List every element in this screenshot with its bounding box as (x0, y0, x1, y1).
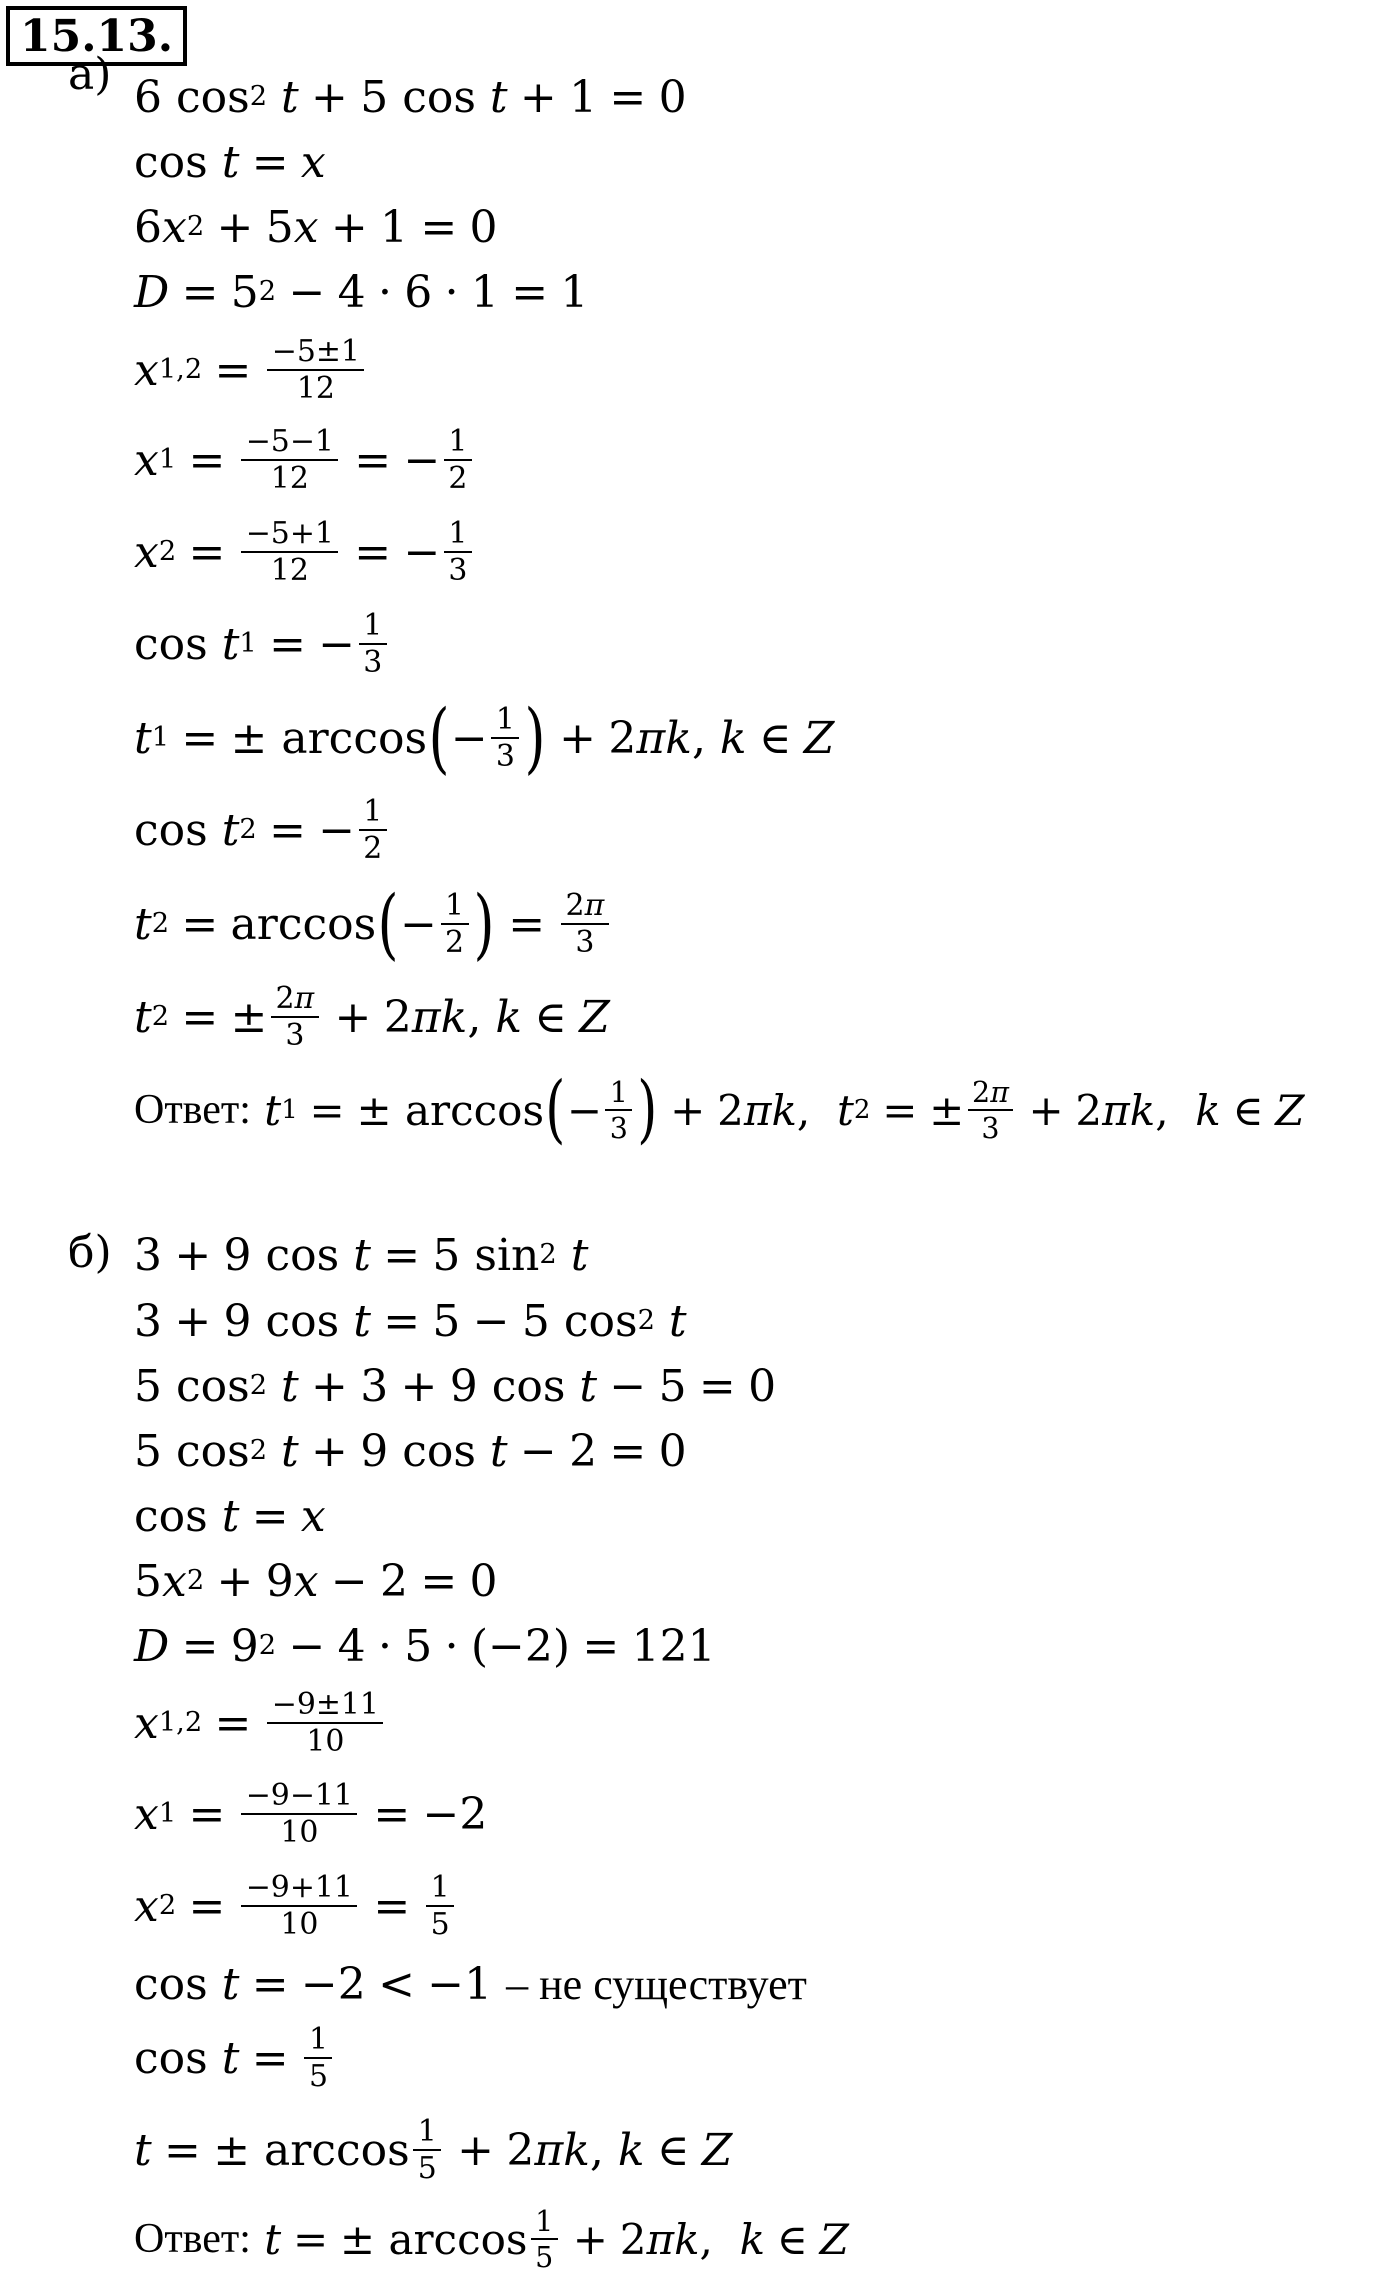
line-a-7: x 2 = $\frac{-5+1}{12}$ = − $\frac{1}{3}$ (134, 512, 476, 592)
line-a-8: cos t 1 = − $\frac{1}{3}$ (134, 604, 390, 684)
line-b-2: 3 + 9 cos t = 5 − 5 cos 2 t (134, 1295, 687, 1347)
line-b-9: x 1 = $\frac{-9-11}{10}$ = −2 (134, 1777, 488, 1850)
part-a-label: а) (68, 49, 112, 100)
part-b-label: б) (68, 1227, 112, 1278)
line-a-9: t 1 = ± arccos ( − $\frac{1}{3}$ ) + 2 πk , k ∈ Z (134, 693, 835, 783)
line-a-3: 6 x 2 + 5 x + 1 = 0 (134, 201, 498, 253)
line-a-6: x 1 = $\frac{-5-1}{12}$ = − $\frac{1}{2}$ (134, 420, 476, 500)
line-b-12: cos t = $\frac{1}{5}$ (134, 2018, 336, 2098)
line-b-4: 5 cos 2 t + 9 cos t − 2 = 0 (134, 1425, 687, 1477)
answer-a: Ответ: t 1 = ± arccos ( − $\frac{1}{3}$ ) + 2 πk , t 2 = ± $\frac{2\pi}{3}$ + 2 πk , k ∈ Z (134, 1067, 1305, 1153)
line-b-10: x 2 = $\frac{-9+11}{10}$ = $\frac{1}{5}$ (134, 1866, 458, 1946)
line-b-8: x 1,2 = $\frac{-9\pm 11}{10}$ (134, 1683, 387, 1763)
problem-number: 15.13. (6, 6, 187, 66)
line-a-4: D = 5 2 − 4 · 6 · 1 = 1 (134, 266, 589, 318)
line-a-1: 6 cos 2 t + 5 cos t + 1 = 0 (134, 71, 687, 123)
answer-b: Ответ: t = ± arccos $\frac{1}{5}$ + 2 πk , k ∈ Z (134, 2204, 849, 2274)
line-b-11: cos t = −2 < −1 – не существует (134, 1958, 807, 2010)
line-a-5: x 1,2 = $\frac{-5\pm 1}{12}$ (134, 330, 368, 410)
line-a-10: cos t 2 = − $\frac{1}{2}$ (134, 790, 390, 870)
line-a-11: t 2 = arccos ( − $\frac{1}{2}$ ) = $\frac{2\pi}{3}$ (134, 883, 612, 965)
line-b-3: 5 cos 2 t + 3 + 9 cos t − 5 = 0 (134, 1360, 777, 1412)
line-a-2: cos t = x (134, 136, 326, 188)
line-b-6: 5 x 2 + 9 x − 2 = 0 (134, 1555, 498, 1607)
line-b-5: cos t = x (134, 1490, 326, 1542)
line-b-13: t = ± arccos $\frac{1}{5}$ + 2 πk , k ∈ Z (134, 2113, 733, 2186)
line-a-12: t 2 = ± $\frac{2\pi}{3}$ + 2 πk , k ∈ Z (134, 980, 610, 1053)
line-b-1: 3 + 9 cos t = 5 sin 2 t (134, 1229, 589, 1281)
line-b-7: D = 9 2 − 4 · 5 · (−2) = 121 (134, 1620, 716, 1672)
